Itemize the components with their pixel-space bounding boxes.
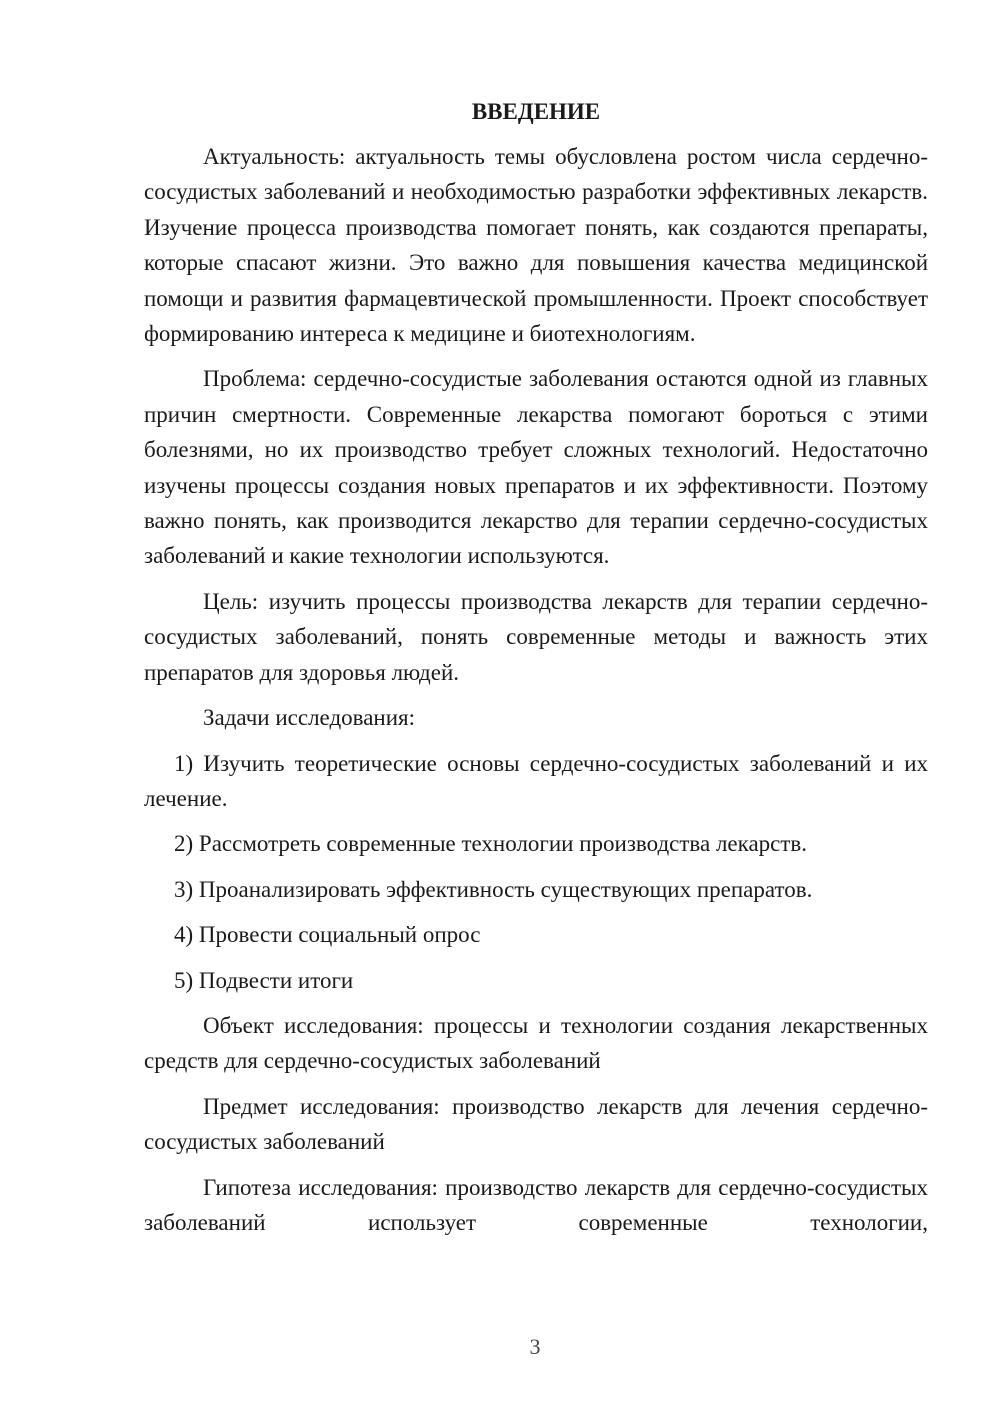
list-item: 4) Провести социальный опрос — [174, 922, 481, 948]
list-item: 2) Рассмотреть современные технологии производства лекарств. — [174, 831, 808, 857]
paragraph-object: Объект исследования: процессы и технологии создания лекарственных средств для сердечно-сосудистых заболеваний — [144, 1012, 928, 1074]
list-item: 3) Проанализировать эффективность существующих препаратов. — [174, 876, 813, 902]
paragraph-subject: Предмет исследования: производство лекарств для лечения сердечно-сосудистых заболеваний — [144, 1093, 928, 1155]
list-item: 1) Изучить теоретические основы сердечно-сосудистых заболеваний и их лечение. — [144, 750, 928, 811]
page-title: ВВЕДЕНИЕ — [471, 99, 601, 124]
page-number: 3 — [529, 1334, 541, 1359]
list-item: 5) Подвести итоги — [174, 967, 354, 993]
paragraph-problem: Проблема: сердечно-сосудистые заболевания остаются одной из главных причин смертности. Современные лекарства помогают бороться с этими болезнями, но их производство требует сложных технологий. Недостаточно изучены процессы создания новых препаратов и их эффективности. Поэтому важно понять, как производится лекарство для терапии сердечно-сосудистых заболеваний и какие технологии используются. — [144, 366, 928, 569]
paragraph-goal: Цель: изучить процессы производства лекарств для терапии сердечно-сосудистых заболеваний, понять современные методы и важность этих препаратов для здоровья людей. — [144, 588, 928, 685]
tasks-list — [144, 746, 928, 998]
document-page — [144, 94, 928, 1250]
paragraph-hypothesis: Гипотеза исследования: производство лекарств для сердечно-сосудистых заболеваний использует современные технологии, — [144, 1174, 928, 1235]
paragraph-relevance: Актуальность: актуальность темы обусловлена ростом числа сердечно-сосудистых заболеваний и необходимостью разработки эффективных лекарств. Изучение процесса производства помогает понять, как создаются препараты, которые спасают жизни. Это важно для повышения качества медицинской помощи и развития фармацевтической промышленности. Проект способствует формированию интереса к медицине и биотехнологиям. — [144, 144, 928, 347]
tasks-title: Задачи исследования: — [203, 705, 416, 731]
